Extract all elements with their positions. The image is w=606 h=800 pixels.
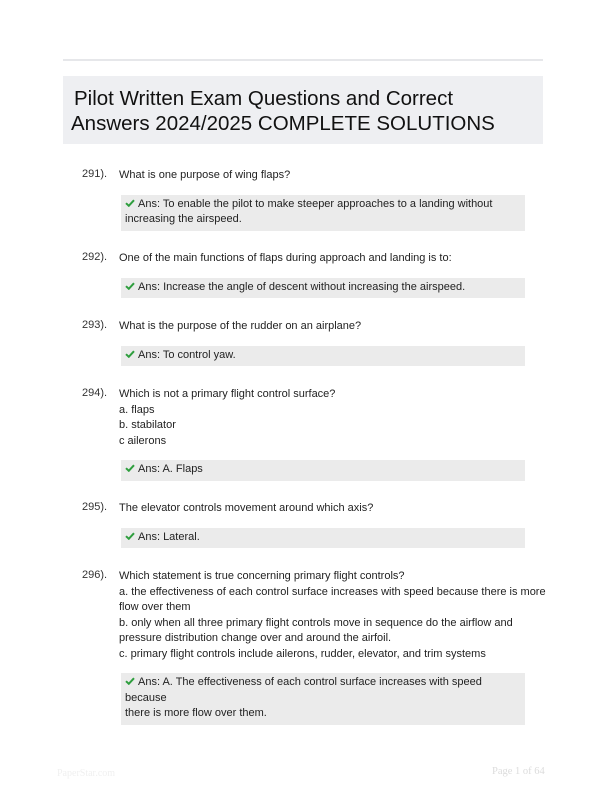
document-title-line-2: Answers 2024/2025 COMPLETE SOLUTIONS [71,112,495,135]
question-block-294 [82,387,537,481]
question-line: The elevator controls movement around which axis? [119,502,374,514]
question-block-295 [82,501,537,548]
question-number: 295). [82,501,108,513]
answer-text: there is more flow over them. [125,707,267,719]
question-line: Which statement is true concerning primary flight controls? [119,570,405,582]
option-a: a. flaps [119,403,155,416]
question-line: One of the main functions of flaps during approach and landing is to: [119,252,452,264]
question-line: What is one purpose of wing flaps? [119,169,291,181]
question-block-296 [82,569,546,725]
checkmark-icon [125,199,135,207]
option-b-continued: pressure distribution change over and around the airfoil. [119,632,392,644]
question-number: 294). [82,387,108,399]
question-number: 296). [82,569,108,581]
option-c: c. primary flight controls include ailerons, rudder, elevator, and trim systems [119,647,486,660]
answer-text: increasing the airspeed. [125,213,242,225]
document-title-box [63,76,543,144]
answer-box [121,346,525,367]
document-title-line-1: Pilot Written Exam Questions and Correct [74,87,454,110]
question-text [119,501,537,517]
question-line: What is the purpose of the rudder on an airplane? [119,320,362,332]
answer-box [121,195,525,231]
page-number: Page 1 of 64 [492,766,545,777]
answer-text: Ans: A. The effectiveness of each control surface increases with speed because [125,676,482,704]
footer-watermark: PaperStar.com [57,768,116,779]
question-text [119,569,546,662]
checkmark-icon [125,677,135,685]
question-text [119,168,537,184]
question-block-291 [82,168,537,231]
option-c: c ailerons [119,434,167,447]
question-line: Which is not a primary flight control surface? [119,388,336,400]
answer-text: Ans: Lateral. [138,530,200,543]
checkmark-icon [125,350,135,358]
checkmark-icon [125,464,135,472]
answer-box [121,460,525,481]
top-divider [63,59,543,61]
answer-box [121,278,525,299]
answer-box [121,528,525,549]
question-number: 291). [82,168,108,180]
checkmark-icon [125,532,135,540]
answer-text: Ans: A. Flaps [138,463,203,475]
question-number: 292). [82,251,108,263]
answer-text: Ans: To enable the pilot to make steeper approaches to a landing without [138,197,493,210]
question-block-293 [82,319,537,366]
answer-text: Ans: Increase the angle of descent without increasing the airspeed. [138,280,466,293]
question-text [119,319,537,335]
option-b: b. only when all three primary flight controls move in sequence do the airflow and [119,616,513,629]
answer-box [121,673,525,725]
option-b: b. stabilator [119,419,176,431]
question-text [119,251,537,267]
question-number: 293). [82,319,108,331]
option-a: a. the effectiveness of each control surface increases with speed because there is more [119,585,546,598]
question-block-292 [82,251,537,298]
option-a-continued: flow over them [119,601,191,613]
question-text [119,387,537,449]
checkmark-icon [125,282,135,290]
answer-text: Ans: To control yaw. [138,348,236,361]
